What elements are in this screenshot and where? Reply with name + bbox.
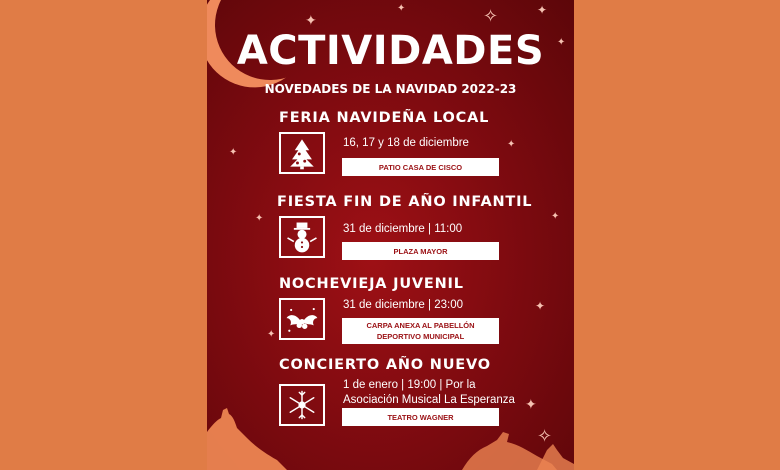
event-place: PATIO CASA DE CISCO <box>342 158 499 176</box>
event-title: FIESTA FIN DE AÑO INFANTIL <box>277 194 533 210</box>
event-date: 31 de diciembre | 11:00 <box>343 223 463 235</box>
star-icon: ✦ <box>255 213 264 224</box>
event-title: FERIA NAVIDEÑA LOCAL <box>279 110 490 126</box>
christmas-tree-icon <box>279 132 325 174</box>
star-icon: ✧ <box>537 426 553 447</box>
star-icon: ✦ <box>557 37 566 48</box>
poster <box>207 0 574 470</box>
star-icon: ✦ <box>551 211 560 222</box>
snowman-icon <box>279 216 325 258</box>
star-icon: ✦ <box>537 3 548 17</box>
star-icon: ✧ <box>483 6 499 27</box>
event-place: CARPA ANEXA AL PABELLÓN DEPORTIVO MUNICIPAL <box>342 318 499 344</box>
event-date: 16, 17 y 18 de diciembre <box>343 137 469 149</box>
star-icon: ✦ <box>535 299 546 313</box>
event-place: PLAZA MAYOR <box>342 242 499 260</box>
star-icon: ✦ <box>229 147 238 158</box>
poster-subtitle: NOVEDADES DE LA NAVIDAD 2022-23 <box>264 82 517 96</box>
holly-icon <box>279 298 325 340</box>
star-icon: ✦ <box>397 3 406 14</box>
star-icon: ✦ <box>305 13 317 29</box>
star-icon: ✦ <box>507 139 516 150</box>
event-date: 1 de enero | 19:00 | Por la Asociación Musical La Esperanza <box>343 379 515 406</box>
event-date: 31 de diciembre | 23:00 <box>343 299 463 311</box>
star-icon: ✦ <box>267 329 276 340</box>
event-title: NOCHEVIEJA JUVENIL <box>279 276 464 292</box>
three-kings-silhouette <box>207 380 574 470</box>
star-icon: ✦ <box>525 397 537 413</box>
event-place: TEATRO WAGNER <box>342 408 499 426</box>
event-title: CONCIERTO AÑO NUEVO <box>279 357 491 373</box>
poster-title: ACTIVIDADES <box>236 28 545 74</box>
